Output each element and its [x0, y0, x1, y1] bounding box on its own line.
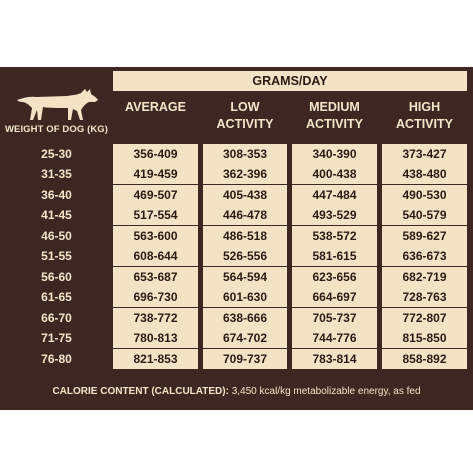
grams-cell: 400-438: [292, 164, 377, 184]
column-header-line: ACTIVITY: [216, 117, 274, 131]
grams-cell: 636-673: [382, 246, 467, 266]
grams-cell: 493-529: [292, 205, 377, 225]
weight-range-label: 66-70: [41, 311, 72, 325]
column-header: [382, 95, 467, 139]
grams-cell: 815-850: [382, 328, 467, 348]
grams-cell: 517-554: [113, 205, 198, 225]
grams-cell: 356-409: [113, 144, 198, 164]
weight-range-label: 41-45: [41, 208, 72, 222]
column-header-line: MEDIUM: [309, 100, 360, 114]
weight-range-label: 25-30: [41, 147, 72, 161]
grams-cell: 563-600: [113, 226, 198, 246]
column-header-line: ACTIVITY: [396, 117, 453, 131]
weight-range-label: 56-60: [41, 270, 72, 284]
grams-per-day-header: GRAMS/DAY: [113, 71, 467, 91]
grams-cell: 744-776: [292, 328, 377, 348]
grams-cell: 682-719: [382, 267, 467, 287]
grams-cell: 447-484: [292, 185, 377, 205]
column-header-line: HIGH: [408, 100, 441, 114]
grams-cell: 623-656: [292, 267, 377, 287]
column-header: [292, 95, 377, 139]
grams-cell: 526-556: [203, 246, 287, 266]
grams-cell: 705-737: [292, 308, 377, 328]
column-header-line: LOW: [230, 100, 260, 114]
grams-cell: 490-530: [382, 185, 467, 205]
grams-cell: 858-892: [382, 349, 467, 369]
grams-cell: 308-353: [203, 144, 287, 164]
grams-cell: 589-627: [382, 226, 467, 246]
weight-range-label: 31-35: [41, 167, 72, 181]
grams-cell: 340-390: [292, 144, 377, 164]
calorie-content-label: CALORIE CONTENT (CALCULATED):: [52, 386, 229, 397]
weight-range-label: 71-75: [41, 331, 72, 345]
grams-cell: 608-644: [113, 246, 198, 266]
grams-cell: 696-730: [113, 287, 198, 307]
grams-cell: 653-687: [113, 267, 198, 287]
column-header: [203, 95, 287, 139]
grams-cell: 780-813: [113, 328, 198, 348]
weight-range-label: 36-40: [41, 188, 72, 202]
grams-cell: 709-737: [203, 349, 287, 369]
grams-cell: 405-438: [203, 185, 287, 205]
dog-silhouette-icon: [15, 86, 99, 122]
grams-cell: 783-814: [292, 349, 377, 369]
weight-range-label: 76-80: [41, 352, 72, 366]
grams-cell: 664-697: [292, 287, 377, 307]
grams-cell: 362-396: [203, 164, 287, 184]
weight-range-label: 51-55: [41, 249, 72, 263]
grams-cell: 728-763: [382, 287, 467, 307]
column-header-line: AVERAGE: [125, 100, 186, 114]
grams-cell: 486-518: [203, 226, 287, 246]
grams-cell: 540-579: [382, 205, 467, 225]
calorie-content-value: 3,450 kcal/kg metabolizable energy, as fed: [228, 386, 421, 397]
grams-cell: 446-478: [203, 205, 287, 225]
grams-cell: 469-507: [113, 185, 198, 205]
grams-cell: 438-480: [382, 164, 467, 184]
grams-cell: 419-459: [113, 164, 198, 184]
grams-cell: 638-666: [203, 308, 287, 328]
grams-cell: 564-594: [203, 267, 287, 287]
grams-cell: 373-427: [382, 144, 467, 164]
grams-cell: 738-772: [113, 308, 198, 328]
column-header-line: ACTIVITY: [306, 117, 363, 131]
weight-column-header: WEIGHT OF DOG (KG): [4, 124, 109, 135]
grams-cell: 601-630: [203, 287, 287, 307]
grams-cell: 538-572: [292, 226, 377, 246]
grams-cell: 674-702: [203, 328, 287, 348]
weight-range-label: 46-50: [41, 229, 72, 243]
weight-range-label: 61-65: [41, 290, 72, 304]
grams-cell: 581-615: [292, 246, 377, 266]
calorie-content: [0, 386, 473, 397]
column-header: [113, 95, 198, 139]
grams-cell: 772-807: [382, 308, 467, 328]
grams-cell: 821-853: [113, 349, 198, 369]
